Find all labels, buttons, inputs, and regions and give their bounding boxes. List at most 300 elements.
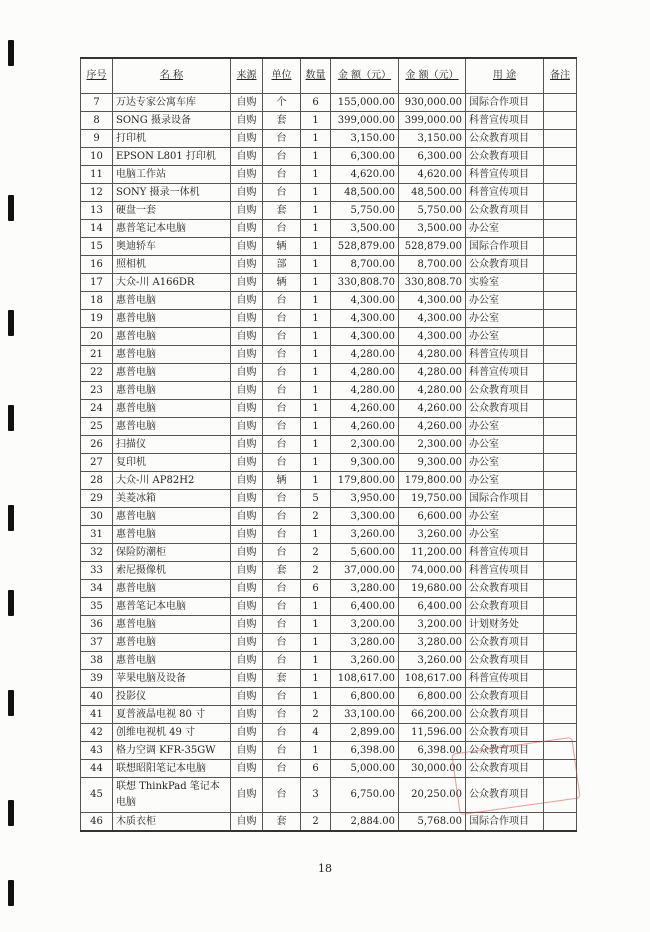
table-cell: 108,617.00 — [399, 670, 466, 688]
table-cell: 惠普电脑 — [113, 634, 231, 652]
table-row — [81, 598, 577, 616]
table-cell: 1 — [301, 274, 331, 292]
binding-mark — [8, 690, 14, 716]
table-cell: 15 — [81, 238, 113, 256]
column-header: 来源 — [231, 58, 263, 94]
binding-mark — [8, 195, 14, 221]
table-row — [81, 580, 577, 598]
table-cell: 1 — [301, 382, 331, 400]
table-cell: 17 — [81, 274, 113, 292]
table-cell: 1 — [301, 742, 331, 760]
table-cell: 自购 — [231, 778, 263, 813]
table-cell: 1 — [301, 220, 331, 238]
table-cell: 4,280.00 — [399, 382, 466, 400]
table-cell: 10 — [81, 148, 113, 166]
table-cell: 台 — [263, 346, 301, 364]
table-cell: 4,300.00 — [331, 310, 399, 328]
table-cell: 自购 — [231, 148, 263, 166]
table-cell — [544, 238, 577, 256]
table-cell: 33,100.00 — [331, 706, 399, 724]
table-cell: 自购 — [231, 742, 263, 760]
table-cell: 台 — [263, 544, 301, 562]
table-row — [81, 454, 577, 472]
table-cell: 31 — [81, 526, 113, 544]
table-cell: 科普宣传项目 — [466, 670, 544, 688]
table-cell: 1 — [301, 526, 331, 544]
table-cell: 台 — [263, 166, 301, 184]
table-row — [81, 634, 577, 652]
table-cell: 公众教育项目 — [466, 706, 544, 724]
table-cell: 办公室 — [466, 472, 544, 490]
table-cell: 19,680.00 — [399, 580, 466, 598]
table-cell: 528,879.00 — [331, 238, 399, 256]
table-cell: 1 — [301, 598, 331, 616]
table-cell: 台 — [263, 454, 301, 472]
table-row — [81, 184, 577, 202]
table-cell: 公众教育项目 — [466, 634, 544, 652]
table-cell: 办公室 — [466, 418, 544, 436]
table-cell: 办公室 — [466, 454, 544, 472]
table-cell: 自购 — [231, 472, 263, 490]
table-cell: 科普宣传项目 — [466, 346, 544, 364]
table-cell: 自购 — [231, 670, 263, 688]
table-cell: 35 — [81, 598, 113, 616]
table-cell: 办公室 — [466, 310, 544, 328]
table-cell: 公众教育项目 — [466, 652, 544, 670]
table-cell: 电脑工作站 — [113, 166, 231, 184]
table-cell — [544, 274, 577, 292]
table-cell: 惠普电脑 — [113, 310, 231, 328]
table-row — [81, 310, 577, 328]
table-cell: 台 — [263, 490, 301, 508]
page-number: 18 — [318, 862, 332, 875]
table-cell: 9,300.00 — [399, 454, 466, 472]
table-row — [81, 688, 577, 706]
table-cell: 办公室 — [466, 292, 544, 310]
table-cell: 23 — [81, 382, 113, 400]
table-cell — [544, 112, 577, 130]
table-cell: 惠普电脑 — [113, 400, 231, 418]
table-cell: 台 — [263, 580, 301, 598]
table-cell: 美菱冰箱 — [113, 490, 231, 508]
table-cell: 公众教育项目 — [466, 760, 544, 778]
table-header — [81, 58, 577, 94]
table-cell: 办公室 — [466, 220, 544, 238]
table-cell: 2 — [301, 706, 331, 724]
binding-mark — [8, 405, 14, 431]
binding-mark — [8, 800, 14, 826]
table-cell: 7 — [81, 94, 113, 112]
table-cell: 套 — [263, 202, 301, 220]
table-cell: 3,500.00 — [399, 220, 466, 238]
table-row — [81, 364, 577, 382]
table-cell: 1 — [301, 472, 331, 490]
table-cell: 台 — [263, 328, 301, 346]
table-cell: 3,500.00 — [331, 220, 399, 238]
table-cell: 套 — [263, 670, 301, 688]
table-cell: 公众教育项目 — [466, 742, 544, 760]
table-cell — [544, 328, 577, 346]
table-cell: 公众教育项目 — [466, 598, 544, 616]
table-cell: 套 — [263, 813, 301, 832]
table-cell: 74,000.00 — [399, 562, 466, 580]
table-row — [81, 616, 577, 634]
table-cell — [544, 634, 577, 652]
table-cell: 科普宣传项目 — [466, 112, 544, 130]
column-header: 单位 — [263, 58, 301, 94]
table-cell: 台 — [263, 364, 301, 382]
table-cell: 1 — [301, 346, 331, 364]
table-cell: 39 — [81, 670, 113, 688]
table-cell: 科普宣传项目 — [466, 184, 544, 202]
table-cell: 个 — [263, 94, 301, 112]
table-cell: 夏普液晶电视 80 寸 — [113, 706, 231, 724]
table-cell — [544, 310, 577, 328]
table-cell: 44 — [81, 760, 113, 778]
table-cell — [544, 418, 577, 436]
table-cell: 惠普笔记本电脑 — [113, 220, 231, 238]
table-row — [81, 148, 577, 166]
table-cell — [544, 94, 577, 112]
table-cell: 2 — [301, 544, 331, 562]
table-row — [81, 652, 577, 670]
column-header: 备注 — [544, 58, 577, 94]
table-cell: 自购 — [231, 346, 263, 364]
table-cell: 399,000.00 — [399, 112, 466, 130]
table-cell: 惠普电脑 — [113, 508, 231, 526]
table-cell: 45 — [81, 778, 113, 813]
table-cell — [544, 400, 577, 418]
table-cell — [544, 562, 577, 580]
table-row — [81, 508, 577, 526]
table-cell: 48,500.00 — [399, 184, 466, 202]
table-cell: 43 — [81, 742, 113, 760]
table-cell: 大众-川 AP82H2 — [113, 472, 231, 490]
table-cell: 19 — [81, 310, 113, 328]
table-cell — [544, 652, 577, 670]
table-cell: 1 — [301, 418, 331, 436]
table-cell — [544, 526, 577, 544]
table-cell: 自购 — [231, 706, 263, 724]
table-cell: 21 — [81, 346, 113, 364]
table-row — [81, 544, 577, 562]
table-cell: 自购 — [231, 184, 263, 202]
table-cell: 自购 — [231, 598, 263, 616]
table-row — [81, 220, 577, 238]
table-cell — [544, 508, 577, 526]
table-cell — [544, 382, 577, 400]
table-cell: 1 — [301, 688, 331, 706]
table-cell: SONY 摄录一体机 — [113, 184, 231, 202]
table-cell: 4,300.00 — [399, 328, 466, 346]
table-cell: 528,879.00 — [399, 238, 466, 256]
table-cell: 34 — [81, 580, 113, 598]
table-cell: 4,260.00 — [399, 400, 466, 418]
table-cell: 13 — [81, 202, 113, 220]
column-header: 名 称 — [113, 58, 231, 94]
asset-table — [80, 57, 577, 832]
table-cell: 自购 — [231, 418, 263, 436]
table-row — [81, 490, 577, 508]
table-cell: 66,200.00 — [399, 706, 466, 724]
table-cell: 1 — [301, 364, 331, 382]
table-cell: 自购 — [231, 310, 263, 328]
table-cell: 3 — [301, 778, 331, 813]
table-row — [81, 418, 577, 436]
table-cell: 8,700.00 — [399, 256, 466, 274]
table-cell: 26 — [81, 436, 113, 454]
table-cell: 惠普电脑 — [113, 292, 231, 310]
table-cell: 台 — [263, 616, 301, 634]
table-cell: 台 — [263, 508, 301, 526]
table-cell: 办公室 — [466, 526, 544, 544]
table-cell — [544, 706, 577, 724]
table-cell — [544, 580, 577, 598]
table-cell: 公众教育项目 — [466, 724, 544, 742]
table-cell — [544, 130, 577, 148]
table-cell: 1 — [301, 202, 331, 220]
table-row — [81, 526, 577, 544]
table-cell: 惠普电脑 — [113, 616, 231, 634]
table-cell — [544, 166, 577, 184]
table-cell: 惠普电脑 — [113, 580, 231, 598]
table-cell: 2,300.00 — [399, 436, 466, 454]
table-cell: 37,000.00 — [331, 562, 399, 580]
table-row — [81, 256, 577, 274]
table-cell — [544, 616, 577, 634]
table-cell: 套 — [263, 112, 301, 130]
table-row — [81, 400, 577, 418]
table-cell: 3,260.00 — [399, 652, 466, 670]
table-cell: 4,620.00 — [331, 166, 399, 184]
table-cell: 1 — [301, 166, 331, 184]
table-cell: 自购 — [231, 130, 263, 148]
table-cell: 1 — [301, 400, 331, 418]
table-cell: 6,300.00 — [399, 148, 466, 166]
table-cell: 台 — [263, 598, 301, 616]
table-cell — [544, 148, 577, 166]
table-cell: 28 — [81, 472, 113, 490]
table-cell: 9,300.00 — [331, 454, 399, 472]
table-cell: 1 — [301, 454, 331, 472]
table-cell: 实验室 — [466, 274, 544, 292]
table-cell: 1 — [301, 328, 331, 346]
table-row — [81, 166, 577, 184]
table-cell: 4,280.00 — [399, 346, 466, 364]
table-row — [81, 274, 577, 292]
table-cell: 照相机 — [113, 256, 231, 274]
table-cell — [544, 490, 577, 508]
table-cell — [544, 292, 577, 310]
table-cell: 台 — [263, 706, 301, 724]
table-cell — [544, 472, 577, 490]
binding-mark — [8, 880, 14, 906]
table-cell: 46 — [81, 813, 113, 832]
table-cell: 部 — [263, 256, 301, 274]
table-cell: 1 — [301, 616, 331, 634]
table-cell: 4,280.00 — [331, 364, 399, 382]
table-cell: 6,800.00 — [331, 688, 399, 706]
table-cell: 自购 — [231, 292, 263, 310]
table-cell: 惠普电脑 — [113, 328, 231, 346]
table-cell: 3,150.00 — [399, 130, 466, 148]
table-cell: 1 — [301, 112, 331, 130]
table-cell: 20,250.00 — [399, 778, 466, 813]
table-cell: 惠普电脑 — [113, 652, 231, 670]
table-cell: 33 — [81, 562, 113, 580]
table-cell — [544, 220, 577, 238]
table-cell: 联想昭阳笔记本电脑 — [113, 760, 231, 778]
table-cell: 台 — [263, 418, 301, 436]
table-cell: 惠普电脑 — [113, 364, 231, 382]
table-cell: 惠普电脑 — [113, 382, 231, 400]
table-cell: 25 — [81, 418, 113, 436]
table-cell: 3,260.00 — [331, 526, 399, 544]
table-cell: 办公室 — [466, 328, 544, 346]
table-cell: 19,750.00 — [399, 490, 466, 508]
table-cell: 辆 — [263, 238, 301, 256]
table-cell: 计划财务处 — [466, 616, 544, 634]
table-cell: 台 — [263, 400, 301, 418]
table-cell: 6,400.00 — [331, 598, 399, 616]
table-cell: 硬盘一套 — [113, 202, 231, 220]
table-cell: 公众教育项目 — [466, 256, 544, 274]
column-header: 金 额（元） — [331, 58, 399, 94]
table-cell: 4,280.00 — [331, 382, 399, 400]
table-cell: 930,000.00 — [399, 94, 466, 112]
table-cell: 6,300.00 — [331, 148, 399, 166]
table-cell: 台 — [263, 778, 301, 813]
table-cell: 20 — [81, 328, 113, 346]
table-row — [81, 238, 577, 256]
table-cell: 14 — [81, 220, 113, 238]
table-cell: 30 — [81, 508, 113, 526]
table-cell: 科普宣传项目 — [466, 544, 544, 562]
table-cell: 27 — [81, 454, 113, 472]
table-cell: 3,280.00 — [399, 634, 466, 652]
table-cell: 打印机 — [113, 130, 231, 148]
table-cell: 台 — [263, 310, 301, 328]
binding-mark — [8, 40, 14, 66]
table-cell: 5,750.00 — [399, 202, 466, 220]
table-cell: 11 — [81, 166, 113, 184]
table-cell — [544, 256, 577, 274]
table-cell: 1 — [301, 148, 331, 166]
table-cell: 台 — [263, 742, 301, 760]
table-cell: 投影仪 — [113, 688, 231, 706]
table-cell: 台 — [263, 220, 301, 238]
table-row — [81, 202, 577, 220]
table-cell: 科普宣传项目 — [466, 166, 544, 184]
table-cell: 4,280.00 — [399, 364, 466, 382]
table-row — [81, 130, 577, 148]
table-cell: 5,750.00 — [331, 202, 399, 220]
column-header: 数量 — [301, 58, 331, 94]
table-cell: 台 — [263, 382, 301, 400]
table-row — [81, 813, 577, 832]
table-cell: 国际合作项目 — [466, 238, 544, 256]
table-cell — [544, 436, 577, 454]
table-row — [81, 724, 577, 742]
table-row — [81, 328, 577, 346]
column-header: 序号 — [81, 58, 113, 94]
table-cell: 30,000.00 — [399, 760, 466, 778]
table-row — [81, 670, 577, 688]
table-cell: 公众教育项目 — [466, 778, 544, 813]
table-cell: 38 — [81, 652, 113, 670]
table-cell: 自购 — [231, 562, 263, 580]
table-cell: 台 — [263, 760, 301, 778]
table-cell: 联想 ThinkPad 笔记本电脑 — [113, 778, 231, 813]
table-cell — [544, 813, 577, 832]
table-cell: 179,800.00 — [331, 472, 399, 490]
table-cell: 自购 — [231, 652, 263, 670]
table-cell: 办公室 — [466, 436, 544, 454]
binding-mark — [8, 590, 14, 616]
table-cell: 2 — [301, 562, 331, 580]
table-cell: 5,768.00 — [399, 813, 466, 832]
table-cell: 108,617.00 — [331, 670, 399, 688]
table-cell: 台 — [263, 184, 301, 202]
table-cell: 5,000.00 — [331, 760, 399, 778]
table-cell: 1 — [301, 256, 331, 274]
table-cell: 套 — [263, 562, 301, 580]
table-cell: 台 — [263, 724, 301, 742]
table-cell — [544, 670, 577, 688]
table-cell: 2,300.00 — [331, 436, 399, 454]
table-cell: 1 — [301, 292, 331, 310]
table-cell: 保险防潮柜 — [113, 544, 231, 562]
table-cell: 4 — [301, 724, 331, 742]
table-cell: 惠普笔记本电脑 — [113, 598, 231, 616]
table-cell: 3,150.00 — [331, 130, 399, 148]
table-cell: SONG 摄录设备 — [113, 112, 231, 130]
table-cell: 6,750.00 — [331, 778, 399, 813]
table-cell: 1 — [301, 310, 331, 328]
table-cell: 3,260.00 — [399, 526, 466, 544]
table-cell — [544, 202, 577, 220]
table-cell: 4,300.00 — [331, 328, 399, 346]
table-cell: 公众教育项目 — [466, 580, 544, 598]
table-cell — [544, 184, 577, 202]
table-cell: 自购 — [231, 202, 263, 220]
table-cell — [544, 688, 577, 706]
table-cell: 自购 — [231, 544, 263, 562]
table-cell: 4,300.00 — [399, 292, 466, 310]
table-cell: 奥迪轿车 — [113, 238, 231, 256]
table-cell: 8 — [81, 112, 113, 130]
table-cell: 6,800.00 — [399, 688, 466, 706]
table-cell: 自购 — [231, 364, 263, 382]
table-row — [81, 94, 577, 112]
table-cell: 3,300.00 — [331, 508, 399, 526]
table-cell: 24 — [81, 400, 113, 418]
table-cell: 台 — [263, 652, 301, 670]
table-cell: 8,700.00 — [331, 256, 399, 274]
table-cell: 自购 — [231, 328, 263, 346]
table-cell: 42 — [81, 724, 113, 742]
table-cell: 6 — [301, 580, 331, 598]
table-row — [81, 382, 577, 400]
table-cell: 自购 — [231, 454, 263, 472]
table-cell: 自购 — [231, 490, 263, 508]
table-cell: 科普宣传项目 — [466, 364, 544, 382]
table-cell: 1 — [301, 670, 331, 688]
table-cell: 自购 — [231, 382, 263, 400]
table-cell: 万达专家公寓车库 — [113, 94, 231, 112]
table-cell: 公众教育项目 — [466, 148, 544, 166]
table-cell: 1 — [301, 130, 331, 148]
